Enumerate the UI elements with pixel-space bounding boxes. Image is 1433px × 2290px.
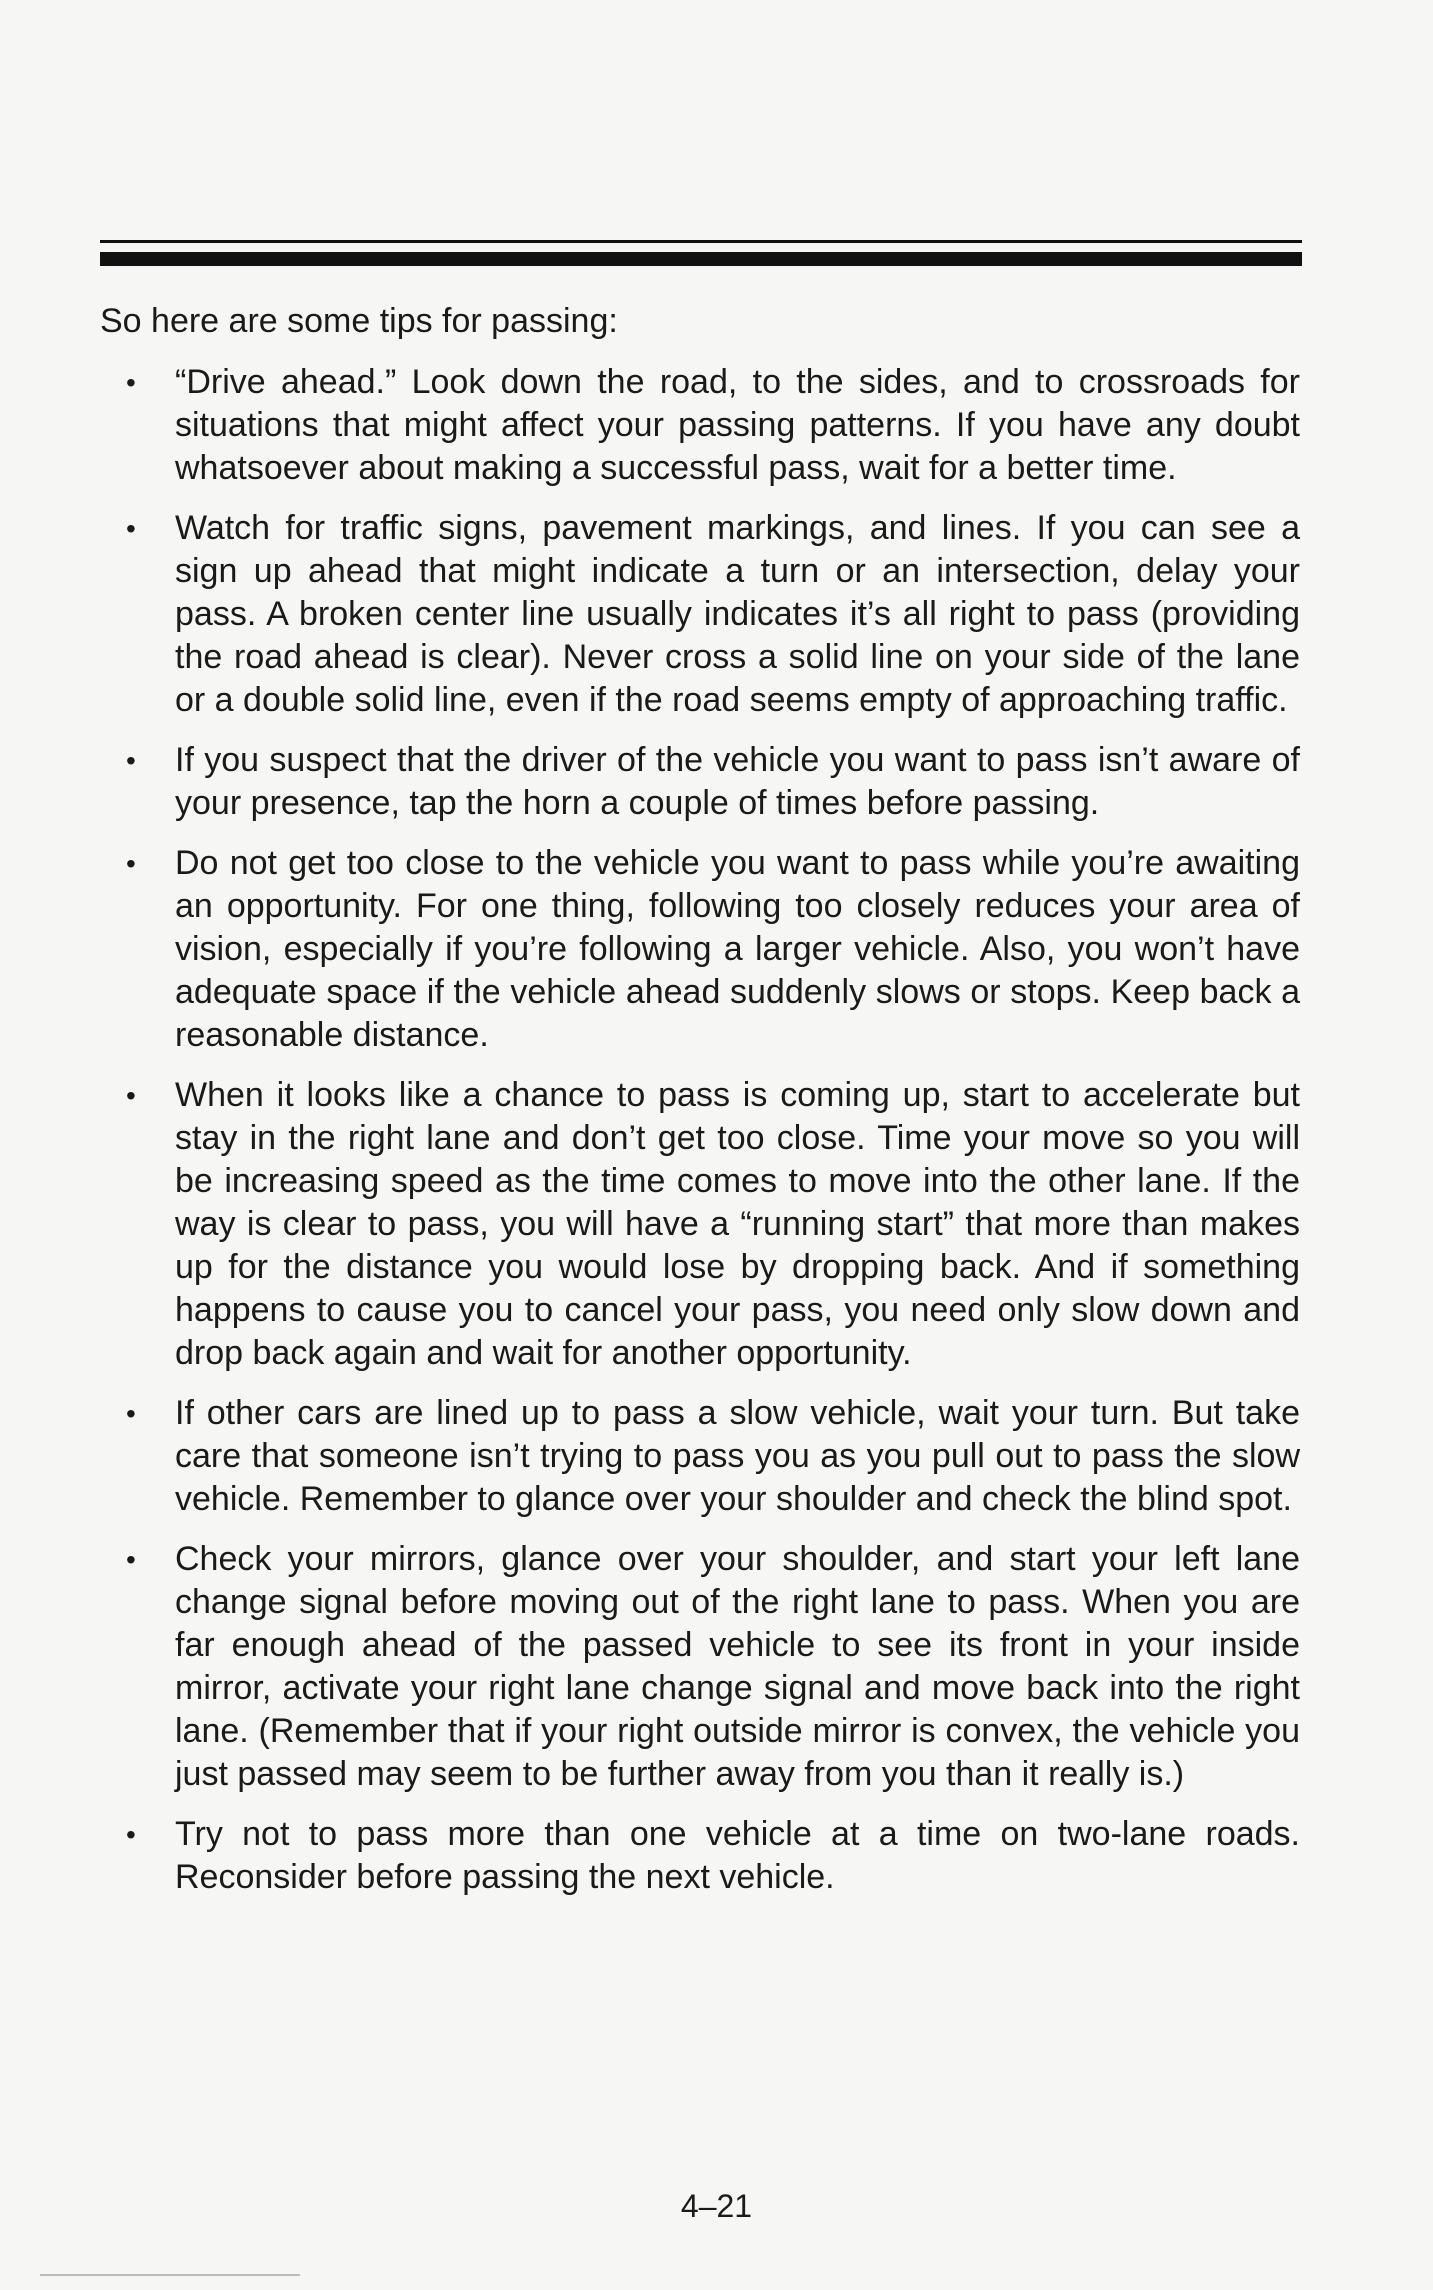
tip-text: Do not get too close to the vehicle you want to pass while you’re awaiting an opportunity. For one thing, following too closely reduces your area of vision, especially if you’re following a larger vehicle. Also, you won’t have adequate space if the vehicle ahead suddenly slows or stops. Keep back a reasonable distance. bbox=[175, 844, 1300, 1054]
list-item bbox=[100, 1392, 1300, 1521]
bullet: • bbox=[126, 848, 136, 879]
page-content bbox=[100, 300, 1300, 1916]
list-item bbox=[100, 1813, 1300, 1899]
tip-text: Check your mirrors, glance over your shoulder, and start your left lane change signal before moving out of the right lane to pass. When you are far enough ahead of the passed vehicle to see its front in your inside mirror, activate your right lane change signal and move back into the right lane. (Remember that if your right outside mirror is convex, the vehicle you just passed may seem to be further away from you than it really is.) bbox=[175, 1540, 1300, 1793]
list-item bbox=[100, 1074, 1300, 1375]
intro-text: So here are some tips for passing: bbox=[100, 302, 618, 340]
tips-list bbox=[100, 361, 1300, 1899]
list-item bbox=[100, 739, 1300, 825]
list-item bbox=[100, 842, 1300, 1057]
tip-text: “Drive ahead.” Look down the road, to the sides, and to crossroads for situations that might affect your passing patterns. If you have any doubt whatsoever about making a successful pass, wait for a better time. bbox=[175, 363, 1300, 487]
bullet: • bbox=[126, 1819, 136, 1850]
bullet: • bbox=[126, 367, 136, 398]
page-number: 4–21 bbox=[680, 2188, 753, 2224]
tip-text: Try not to pass more than one vehicle at a time on two-lane roads. Reconsider before passing the next vehicle. bbox=[175, 1815, 1300, 1896]
bullet: • bbox=[126, 1080, 136, 1111]
list-item bbox=[100, 507, 1300, 722]
list-item bbox=[100, 361, 1300, 490]
bullet: • bbox=[126, 1544, 136, 1575]
header-rule-thick bbox=[100, 252, 1302, 266]
bullet: • bbox=[126, 1398, 136, 1429]
list-item bbox=[100, 1538, 1300, 1796]
bullet: • bbox=[126, 513, 136, 544]
scan-edge-line bbox=[40, 2274, 300, 2276]
tip-text: If you suspect that the driver of the vehicle you want to pass isn’t aware of your presence, tap the horn a couple of times before passing. bbox=[175, 741, 1300, 822]
tip-text: When it looks like a chance to pass is coming up, start to accelerate but stay in the right lane and don’t get too close. Time your move so you will be increasing speed as the time comes to move into the other lane. If the way is clear to pass, you will have a “running start” that more than makes up for the distance you would lose by dropping back. And if something happens to cause you to cancel your pass, you need only slow down and drop back again and wait for another opportunity. bbox=[175, 1076, 1300, 1372]
header-rule-thin bbox=[100, 240, 1302, 243]
tip-text: If other cars are lined up to pass a slow vehicle, wait your turn. But take care that someone isn’t trying to pass you as you pull out to pass the slow vehicle. Remember to glance over your shoulder and check the blind spot. bbox=[175, 1394, 1300, 1518]
bullet: • bbox=[126, 745, 136, 776]
tip-text: Watch for traffic signs, pavement markings, and lines. If you can see a sign up ahead that might indicate a turn or an intersection, delay your pass. A broken center line usually indicates it’s all right to pass (providing the road ahead is clear). Never cross a solid line on your side of the lane or a double solid line, even if the road seems empty of approaching traffic. bbox=[175, 509, 1300, 719]
